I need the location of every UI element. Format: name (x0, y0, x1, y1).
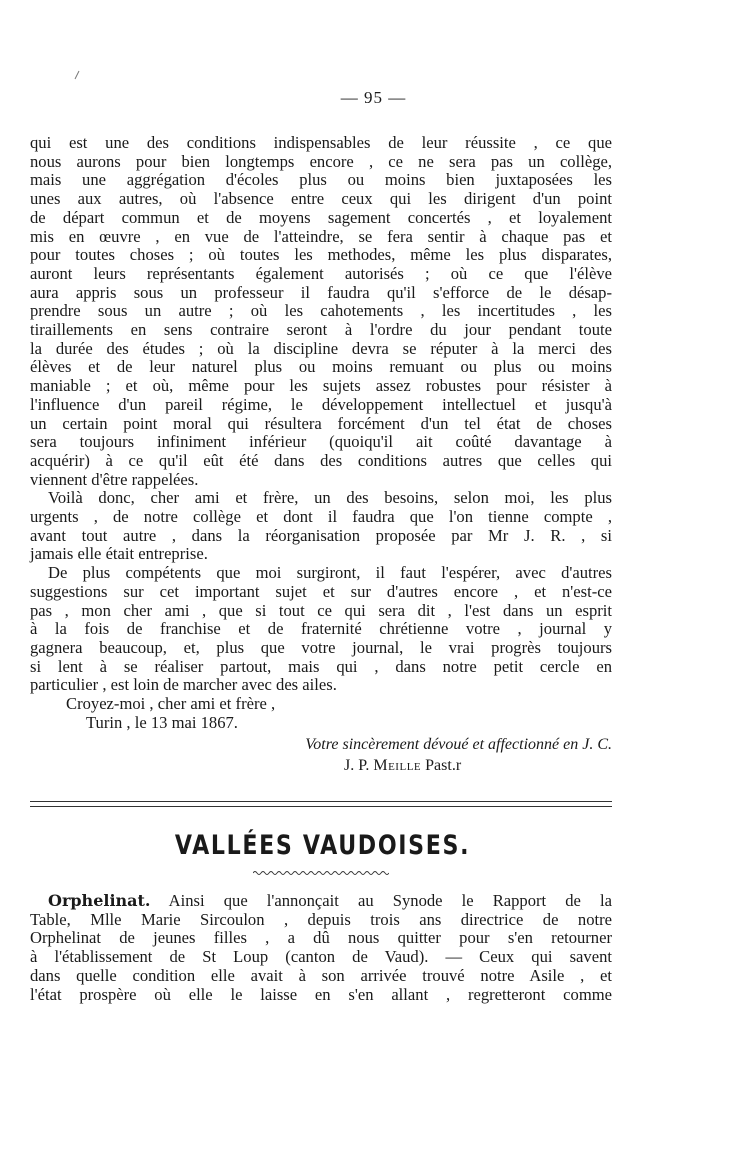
text-line: acquérir) à ce qu'il eût été dans des conditions autres que celles qui (30, 450, 612, 470)
signature-title: Past.r (425, 756, 462, 774)
signature-name: Meille (373, 756, 422, 774)
section-heading: VALLÉES VAUDOISES. (174, 830, 471, 861)
ink-mark (74, 70, 80, 80)
letter-body (30, 134, 612, 776)
text-line: qui est une des conditions indispensables de leur réussite , ce que (30, 133, 612, 152)
text-line: particulier , est loin de marcher avec des ailes. (30, 675, 337, 695)
section-divider-top (30, 801, 612, 802)
signature-valediction: Votre sincèrement dévoué et affectionné en J. C. (305, 735, 612, 753)
text-line: maniable ; et où, même pour les sujets assez robustes pour résister à (30, 376, 612, 396)
text-line: à l'établissement de St Loup (canton de Vaud). — Ceux qui savent (30, 947, 612, 967)
text-line: si lent à se réaliser partout, mais qui , dans notre petit cercle en (30, 656, 612, 676)
text-line: auront leurs représentants également autorisés ; où ce que l'élève (30, 263, 612, 283)
signature-initials: J. P. (344, 756, 370, 774)
text-line: pas , mon cher ami , que si tout ce qui sera dit , l'est dans un esprit (30, 600, 612, 620)
text-line: de départ commun et de moyens sagement concertés , et loyalement (30, 207, 612, 227)
text-line: pour toutes choses ; où toutes les methodes, même les plus disparates, (30, 245, 612, 265)
text-line (30, 892, 612, 911)
page-number: — 95 — (340, 88, 407, 107)
section-keyword: Orphelinat. (48, 891, 151, 910)
signature (30, 755, 612, 776)
text-line: viennent d'être rappelées. (30, 469, 199, 489)
text-line: à la fois de franchise et de fraternité chrétienne votre , journal y (30, 619, 612, 639)
text-line: élèves et de leur naturel plus ou moins remuant ou plus ou moins (30, 357, 612, 377)
section-divider-bottom (30, 806, 612, 807)
text-line: dans quelle condition elle avait à son arrivée trouvé notre Asile , et (30, 965, 612, 985)
text-line: sera toujours infiniment inférieur (quoiqu'il ait coûté davantage à (30, 432, 612, 452)
text-line: tiraillements en sens contraire seront à l'ordre du jour pendant toute (30, 320, 612, 340)
text-line: un certain point moral qui résultera forcément d'un tel état de choses (30, 413, 612, 433)
text-line: prendre sous un autre ; où les cahotements , les incertitudes , les (30, 301, 612, 321)
text-line: l'état prospère où elle le laisse en s'en allant , regretteront comme (30, 984, 612, 1004)
closing-line: Croyez-moi , cher ami et frère , (66, 694, 276, 714)
text-line: urgents , de notre collège et dont il faudra que l'on tienne compte , (30, 507, 612, 527)
text-line: nous aurons pour bien longtemps encore , ce ne sera pas un collège, (30, 151, 612, 171)
text-line: la durée des études ; où la discipline devra se réputer à la merci des (30, 338, 612, 358)
text-line: mais une aggrégation d'écoles plus ou moins bien juxtaposées les (30, 170, 612, 190)
text-line: Table, Mlle Marie Sircoulon , depuis trois ans directrice de notre (30, 909, 612, 929)
closing-line: Turin , le 13 mai 1867. (86, 712, 238, 732)
text-line: unes aux autres, où l'absence entre ceux qui les dirigent d'un point (30, 189, 612, 209)
text-line: Orphelinat de jeunes filles , a dû nous quitter pour s'en retourner (30, 928, 612, 948)
section-body (30, 892, 612, 1004)
text-line-rest: Ainsi que l'annonçait au Synode le Rapport de la (150, 891, 612, 910)
text-line: avant tout autre , dans la réorganisation proposée par Mr J. R. , si (30, 525, 612, 545)
text-line: aura appris sous un professeur il faudra qu'il s'efforce de le désap- (30, 282, 612, 302)
text-line: Voilà donc, cher ami et frère, un des besoins, selon moi, les plus (48, 488, 612, 508)
text-line: De plus compétents que moi surgiront, il faut l'espérer, avec d'autres (48, 563, 612, 583)
text-line: suggestions sur cet important sujet et sur d'autres encore , et n'est-ce (30, 581, 612, 601)
text-line: jamais elle était entreprise. (30, 544, 208, 564)
text-line: mis en œuvre , en vue de l'atteindre, se fera sentir à chaque pas et (30, 226, 612, 246)
wavy-underline (253, 870, 389, 876)
text-line: gagnera beaucoup, et, plus que votre journal, le vrai progrès toujours (30, 637, 612, 657)
text-line: l'influence d'un pareil régime, le développement intellectuel et jusqu'à (30, 394, 612, 414)
